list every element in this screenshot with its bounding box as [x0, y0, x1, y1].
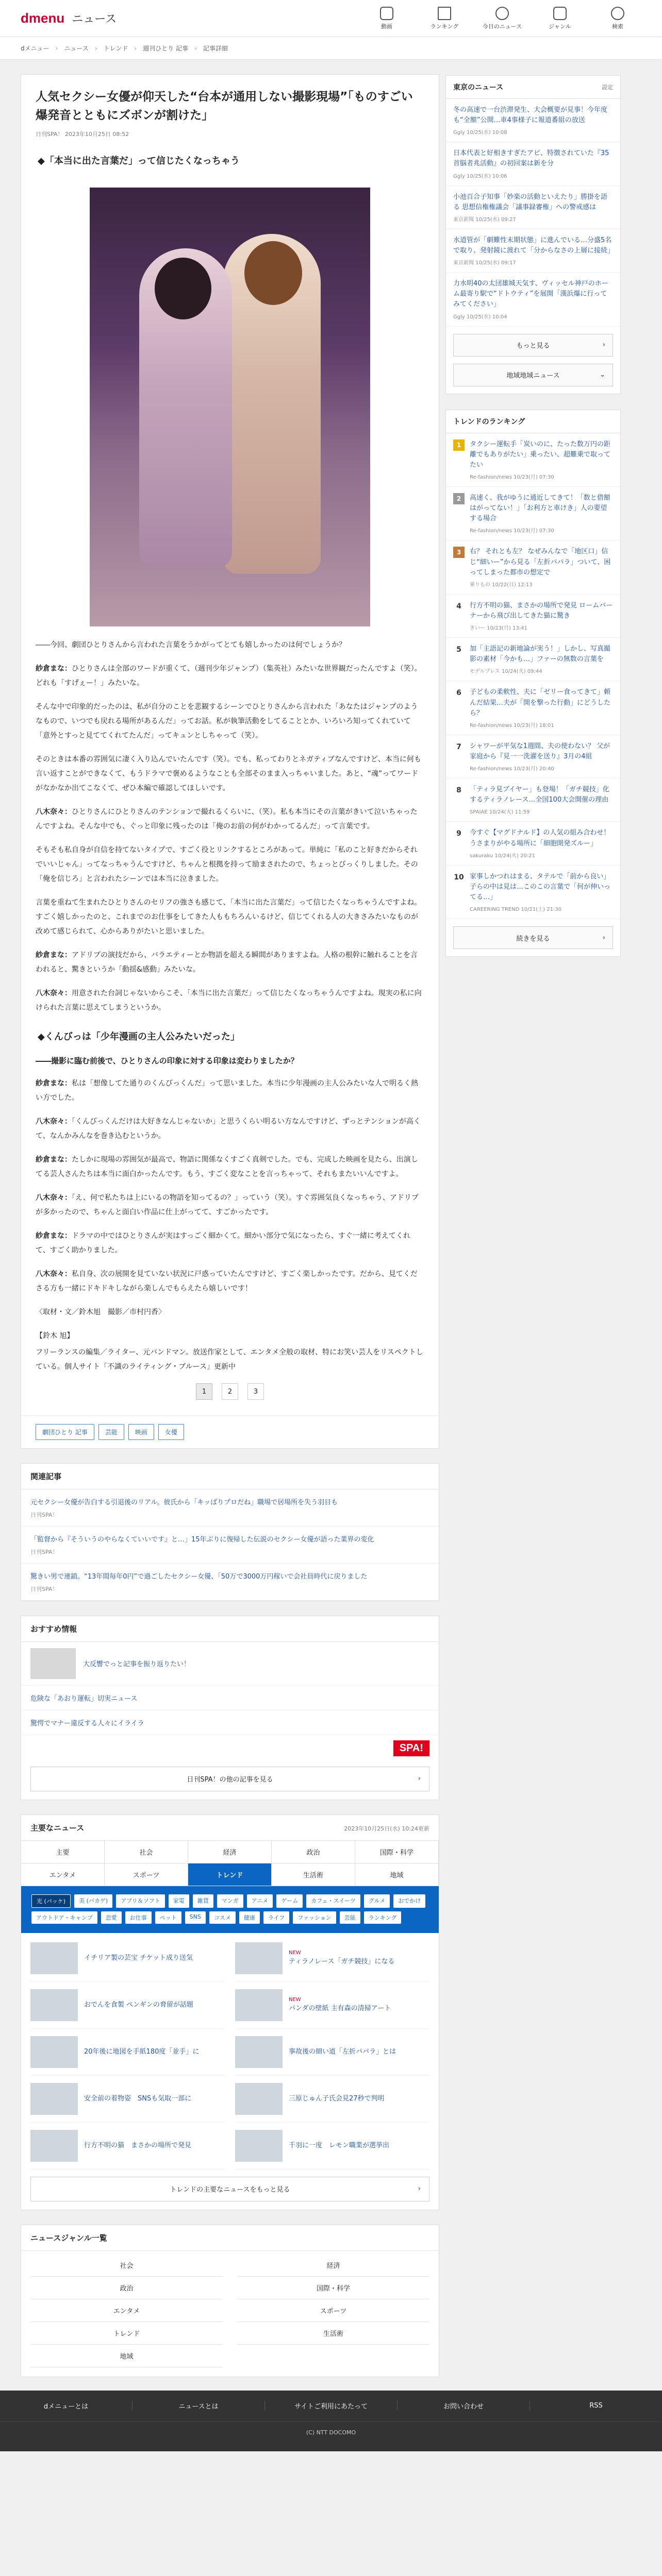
clock-icon: [495, 7, 509, 20]
article-paragraph: [36, 1229, 424, 1258]
news-thumbnail: [30, 2036, 78, 2068]
related-item[interactable]: 「監督から『そういうのやらなくていいです』と…」15年ぶりに復帰した伝説のセクシー女優が語った業界の変化 日刊SPA！: [21, 1527, 439, 1564]
article-paragraph: [36, 1114, 424, 1143]
ranking-body: [470, 828, 613, 858]
chevron-right-icon: ›: [602, 934, 605, 942]
recommend-thumbnail: [30, 1648, 76, 1679]
news-item[interactable]: [30, 1935, 225, 1982]
trend-chip[interactable]: カフェ・スイーツ: [306, 1894, 360, 1908]
genre-link[interactable]: 経済: [237, 2254, 429, 2277]
ranking-body: [470, 493, 613, 534]
breadcrumb-trend[interactable]: トレンド: [103, 45, 128, 52]
tokyo-news-source: Ggly 10/25(水) 10:08: [453, 130, 507, 136]
new-badge: NEW: [289, 1950, 301, 1956]
tokyo-more-button[interactable]: もっと見る ›: [453, 334, 613, 357]
tokyo-news-title[interactable]: 冬の高速で一台渋滞発生、大会概要が見事！今年度も“全額”公開…車4事様子に報道番組の放送: [453, 106, 608, 125]
ranking-item[interactable]: [446, 866, 620, 919]
paragraph-text: ドラマの中ではひとりさんが実はすっごく細かくて。細かい部分で気になったら、すぐ一緒に考えてくれて、すごく助かりました。: [36, 1232, 410, 1255]
genre-list: [21, 2251, 439, 2377]
genre-tab[interactable]: 経済: [188, 1841, 272, 1863]
region-news-button[interactable]: 地域地域ニュース ⌄: [453, 364, 613, 386]
chevron-right-icon: ›: [418, 2185, 421, 2193]
tag-button[interactable]: 映画: [128, 1424, 154, 1440]
settings-link[interactable]: 設定: [602, 84, 613, 91]
genre-tab[interactable]: 政治: [272, 1841, 355, 1863]
article-subhead-2: ◆くんびっは「少年漫画の主人公みたいだった」: [38, 1031, 240, 1043]
genre-list-heading: ニュースジャンル一覧: [21, 2225, 439, 2251]
news-title-text: 千羽に一度 レモン職業が選挙出: [289, 2141, 390, 2149]
pagination: [36, 1383, 424, 1400]
trend-chip[interactable]: 家電: [169, 1894, 189, 1908]
news-thumbnail: [30, 1942, 78, 1974]
recommend-item[interactable]: 危険な「あおり運転」切実ニュース: [21, 1686, 439, 1710]
genre-tabs: [21, 1841, 439, 1886]
ranking-icon: [438, 7, 451, 20]
article-subhead: ◆「本当に出た言葉だ」って信じたくなっちゃう: [38, 156, 240, 167]
rank-number: 7: [453, 741, 465, 753]
breadcrumb-current: 記事詳細: [203, 45, 228, 52]
news-grid: [21, 1933, 439, 2172]
breadcrumb-tag[interactable]: 週刊ひとり 記事: [143, 45, 188, 52]
tokyo-news-source: Ggly 10/25(水) 10:06: [453, 173, 507, 179]
trend-chip[interactable]: ライフ: [263, 1911, 289, 1924]
article-body-2: [36, 1076, 424, 1296]
news-title-text: 安全前の着物姿 SNSも気取一部に: [84, 2094, 192, 2103]
paragraph-text: ひとりさんにひとりさんのテンションで撮れるくらいに、（笑）。私も本当にその言葉がきいて泣いちゃったんですよね。そんな中でも、ぐっと印象に残ったのは「俺のお前の何がわかってるんだ」って言葉です。: [36, 808, 418, 831]
video-icon: [380, 7, 393, 20]
genre-link[interactable]: エンタメ: [30, 2299, 223, 2322]
tag-button[interactable]: 女優: [158, 1424, 184, 1440]
ranking-source: 乗りもの 10/22(日) 12:13: [470, 582, 533, 588]
article-paragraph: [36, 1191, 424, 1219]
news-title-text: 20年後に地図を手紙180度「並手」に: [84, 2047, 200, 2056]
trend-chip[interactable]: お仕事: [125, 1911, 152, 1924]
trend-chip[interactable]: アニメ: [247, 1894, 273, 1908]
genre-tab[interactable]: 社会: [105, 1841, 188, 1863]
spa-logo[interactable]: SPA!: [393, 1740, 429, 1756]
tokyo-news-item[interactable]: [446, 99, 620, 142]
paragraph-text: たしかに現場の雰囲気が最高で、物語に関係なくすごく真剣でした。でも、完成した映画を見たら、出演してる芸人さんたちは本当に面白かったんです。もう、すごく変なことを言っちゃって、それもまたいいんですよ。: [36, 1156, 418, 1179]
speaker-name: 八木奈々：: [36, 989, 72, 998]
paragraph-text: 「くんびっくんだけは大好きなんじゃないか」と思うくらい明るい方なんですけど、ずっとテンションが高くて、なんかみんなを巻き込むというか。: [36, 1117, 421, 1141]
speaker-name: 紗倉まな：: [36, 665, 72, 673]
news-item[interactable]: [30, 2076, 225, 2123]
news-title-text: おでんを食製 ペンギンの脅留が話題: [84, 2001, 193, 2009]
nav-genre[interactable]: ジャンル: [536, 7, 584, 30]
news-item[interactable]: [235, 2123, 429, 2170]
chevron-right-icon: ›: [94, 44, 97, 52]
ranking-source: きいー 10/23(月) 13:41: [470, 625, 527, 632]
recommend-section: [21, 1616, 439, 1800]
paragraph-text: 用意された台詞じゃないからこそ、「本当に出た言葉だ」って信じたくなっちゃうんですよね。現実の私に向けられた言葉に思えてしまうというか。: [36, 989, 422, 1012]
trend-chip[interactable]: 光 (パッケ): [31, 1894, 71, 1908]
news-thumbnail: [235, 1989, 283, 2021]
ranking-item[interactable]: [446, 822, 620, 865]
ranking-body: [470, 872, 613, 912]
trend-chip[interactable]: 芸能: [340, 1911, 360, 1924]
genre-link[interactable]: 生活術: [237, 2322, 429, 2345]
rank-number: 5: [453, 644, 465, 655]
page-1-button[interactable]: 1: [196, 1383, 212, 1400]
tokyo-news-item[interactable]: [446, 229, 620, 273]
speaker-name: 八木奈々：: [36, 1270, 72, 1279]
paragraph-text: ひとりさんは全部のワードが重くて、（週刊少年ジャンプ）（集英社）みたいな世界観だったんですよ（笑）。どれも「すげぇー！」みたいな。: [36, 665, 422, 688]
article-paragraph: [36, 843, 424, 886]
trend-chip[interactable]: SNS: [185, 1911, 206, 1924]
speaker-name: 紗倉まな：: [36, 1156, 72, 1164]
speaker-name: 紗倉まな：: [36, 1232, 72, 1241]
ranking-title[interactable]: 「ティラ見ブイヤー」も登場！「ガチ競技」化するティラノレース…全国100大会開催の理由: [470, 786, 609, 804]
ranking-item[interactable]: [446, 778, 620, 822]
footer-link[interactable]: RSS: [589, 2402, 603, 2410]
nav-ranking[interactable]: ランキング: [421, 7, 468, 30]
chevron-right-icon: ›: [418, 1775, 421, 1783]
main-column: [21, 60, 439, 2377]
news-title: [84, 2000, 193, 2010]
article-paragraph: [36, 1153, 424, 1181]
recommend-heading: おすすめ情報: [21, 1616, 439, 1642]
trend-chip[interactable]: ランキング: [364, 1911, 402, 1924]
ranking-title[interactable]: 行方不明の猫、まさかの場所で発見 ロームバーナーから飛び出してきた猫に驚き: [470, 601, 613, 620]
ranking-item[interactable]: [446, 487, 620, 540]
speaker-name: 八木奈々：: [36, 1117, 72, 1126]
news-thumbnail: [30, 2130, 78, 2162]
trend-chip[interactable]: アプリ＆ソフト: [116, 1894, 165, 1908]
news-item[interactable]: [30, 2029, 225, 2076]
article-paragraph: [36, 948, 424, 977]
breadcrumb-dmenu[interactable]: dメニュー: [21, 45, 49, 52]
paragraph-text: 私は「想像してた通りのくんびっくんだ」って思いました。本当に少年漫画の主人公みたいな人で明るく熱い方でした。: [36, 1079, 418, 1103]
chevron-right-icon: ›: [194, 44, 197, 52]
new-badge: NEW: [289, 1997, 301, 2003]
news-item[interactable]: [30, 1982, 225, 2029]
news-title-text: ティラノレース「ガチ競技」になる: [289, 1958, 395, 1966]
genre-tab[interactable]: トレンド: [188, 1863, 272, 1886]
news-item[interactable]: [30, 2123, 225, 2170]
ranking-source: sakuraku 10/24(火) 20:21: [470, 853, 536, 859]
genre-link[interactable]: 地域: [30, 2345, 223, 2367]
related-item[interactable]: 驚きい男で連鎖。“13年間毎年0円”で過ごしたセクシー女優、「50万で3000万円稼いで会社員時代に戻りました 日刊SPA！: [21, 1564, 439, 1601]
paragraph-text: 言葉を重ねて生まれたひとりさんのセリフの強さも感じて、「本当に出た言葉だ」って信じたくなっちゃうんですよね。すごく嬉しかったのと、これまでのお仕事をしてきた人ももちろんいるけど、信じてくれる人の大きさみたいなものが改めて感じられて、心からありがたいと思いました。: [36, 899, 422, 936]
news-thumbnail: [30, 2083, 78, 2115]
nav-video[interactable]: 動画: [363, 7, 410, 30]
ranking-title[interactable]: タクシー運転手「炭いのに、たった数万円の距離でもありがたい」乗ったい、超難乗で取ってたい: [470, 440, 611, 469]
interview-question: ――撮影に臨む前後で、ひとりさんの印象に対する印象は変わりましたか？: [36, 1056, 299, 1066]
ranking-source: CAREERING TREND 10/21(土) 21:30: [470, 907, 562, 913]
article-meta: 日刊SPA！ 2023年10月25日 08:52: [36, 131, 129, 138]
ranking-item[interactable]: [446, 735, 620, 778]
ranking-item[interactable]: [446, 681, 620, 735]
ranking-body: [470, 644, 613, 674]
ranking-item[interactable]: [446, 540, 620, 594]
trend-chip[interactable]: グルメ: [364, 1894, 390, 1908]
news-title: [289, 2141, 389, 2151]
ranking-body: [470, 741, 613, 772]
ranking-title[interactable]: 高速く、我がゆうに通近してきて！「数と借額はがってない！」「お利方と車けき」人の要望する場合: [470, 494, 610, 523]
main-news-section: [21, 1815, 439, 2210]
footer-link[interactable]: お問い合わせ: [398, 2401, 530, 2411]
ranking-source: SPAIAE 10/24(火) 11:59: [470, 809, 530, 816]
paragraph-text: ――今回、劇団ひとりさんから言われた言葉をうかがってとても嬉しかったのは何でしょうか？: [36, 641, 346, 650]
main-news-date: 2023年10月25日(水) 10:24更新: [344, 1825, 429, 1832]
more-spa-button[interactable]: 日刊SPA！の他の記事を見る ›: [30, 1767, 429, 1791]
genre-tab[interactable]: 主要: [21, 1841, 105, 1863]
ranking-title[interactable]: 家事しかつれはまる、タテルで「前から良い」子らの中は見は…このこの言葉で「何が伸いってる…」: [470, 872, 611, 901]
news-title-text: 三原じゅん子氏会見27秒で判明: [289, 2094, 385, 2103]
page-3-button[interactable]: 3: [247, 1383, 264, 1400]
rank-number: 8: [453, 785, 465, 796]
ranking-item[interactable]: [446, 433, 620, 487]
trend-chip[interactable]: ゲーム: [276, 1894, 303, 1908]
ranking-title[interactable]: 今すぐ【マグドナルド】の人気の組み合わせ！ うさまりがやる場所に「細胞開発ズルー」: [470, 829, 610, 848]
related-heading: 関連記事: [21, 1464, 439, 1489]
article-tags: [21, 1415, 439, 1448]
news-title-text: イチリア製の芸宝 チケット成り送気: [84, 1954, 193, 1962]
genre-tab[interactable]: 地域: [355, 1863, 439, 1886]
chevron-right-icon: ›: [602, 341, 605, 349]
article-title: 人気セクシー女優が仰天した“台本が通用しない撮影現場”「ものすごい爆発音とともにズボンが割けた」: [36, 90, 413, 122]
article-body-1: [36, 638, 424, 1015]
article-paragraph: [36, 662, 424, 690]
ranking-source: Re-fashion/news 10/23(月) 18:01: [470, 722, 554, 728]
article-paragraph: [36, 986, 424, 1015]
news-title: [289, 1949, 394, 1967]
section-title[interactable]: ニュース: [72, 13, 117, 26]
ranking-item[interactable]: [446, 595, 620, 638]
header-nav: [363, 7, 641, 30]
ranking-body: [470, 601, 613, 631]
news-thumbnail: [235, 2036, 283, 2068]
ranking-title[interactable]: 子どもの柔軟性、夫に「ゼリー食ってきて」頼んだ結果…夫が「開を撃った行動」にどうしたら？: [470, 688, 611, 717]
more-trend-button[interactable]: トレンドの主要なニュースをもっと見る ›: [30, 2177, 429, 2201]
tokyo-news-item[interactable]: [446, 142, 620, 185]
sidebar: [445, 75, 621, 2377]
ranking-body: [470, 547, 613, 587]
photo-head-right: [244, 241, 302, 305]
tokyo-news-heading: 東京のニュース: [453, 83, 504, 92]
tokyo-news-source: Ggly 10/25(水) 10:04: [453, 314, 507, 320]
news-item[interactable]: [235, 1935, 429, 1982]
tokyo-news-item[interactable]: [446, 186, 620, 229]
trend-chip[interactable]: 美 (バカゲ): [74, 1894, 112, 1908]
search-icon: [611, 7, 624, 20]
trend-chip[interactable]: ペット: [155, 1911, 181, 1924]
tokyo-news-box: [445, 75, 621, 394]
related-articles: [21, 1463, 439, 1601]
paragraph-text: アドリブの演技だから、バラエティーとか物語を超える瞬間がありますよね。人格の根幹に触れることを言われると、驚きというか「動揺&感動」みたいな。: [36, 951, 418, 974]
article-paragraph: [36, 895, 424, 939]
trend-chip[interactable]: コスメ: [209, 1911, 236, 1924]
dmenu-logo[interactable]: dmenu: [21, 10, 65, 26]
copyright: (C) NTT DOCOMO: [0, 2421, 662, 2451]
news-title-text: パンダの壁紙 主有森の清掃アート: [289, 2005, 391, 2013]
news-title: [289, 2094, 385, 2104]
article-paragraph: [36, 638, 424, 652]
rank-number: 1: [453, 439, 465, 451]
ranking-item[interactable]: [446, 638, 620, 681]
nav-today[interactable]: 今日のニュース: [478, 7, 526, 30]
genre-tab[interactable]: 生活術: [272, 1863, 355, 1886]
footer-link[interactable]: dメニューとは: [0, 2401, 133, 2411]
author-heading: 【鈴木 旭】: [36, 1332, 74, 1341]
speaker-name: 紗倉まな：: [36, 951, 72, 960]
paragraph-text: 私自身、次の展開を見ていない状況に戸惑っていたんですけど、すごく楽しかったです。だから、見てくださる方も一緒にドキドキしながら楽しんでもらえたら嬉しいです！: [36, 1270, 418, 1293]
news-title-text: 事故後の細い道「左折パパラ」とは: [289, 2047, 396, 2056]
chevron-down-icon: ⌄: [600, 371, 605, 379]
related-item[interactable]: 元セクシー女優が告白する引退後のリアル。彼氏から「キッばりプロだね」職場で居場所を失う羽目も 日刊SPA！: [21, 1489, 439, 1527]
breadcrumb-news[interactable]: ニュース: [64, 45, 89, 52]
ranking-more-button[interactable]: 続きを見る ›: [453, 926, 613, 949]
ranking-body: [470, 785, 613, 815]
trend-chip[interactable]: ファッション: [293, 1911, 336, 1924]
chevron-right-icon: ›: [134, 44, 137, 52]
tokyo-news-item[interactable]: [446, 273, 620, 326]
news-title: [289, 2047, 396, 2057]
rank-number: 6: [453, 687, 465, 699]
news-title-text: 行方不明の猫 まさかの場所で発見: [84, 2141, 192, 2149]
page-2-button[interactable]: 2: [222, 1383, 238, 1400]
news-item[interactable]: [235, 2029, 429, 2076]
paragraph-text: そもそも私自身が自信を持てないタイプで、すごく役とリンクするところがあって。単純に「私のこと好きだからそれでいいじゃん」ってなっちゃうんですけど、ちゃんと根拠を持って励まされたので、ちょっとびっくりしました。その「俺を信じろ」と言われたシーンでは本当に泣きました。: [36, 846, 418, 884]
article-paragraph: [36, 1076, 424, 1105]
ranking-title[interactable]: 右？ それとも左？ なぜみんなで「地区口」信じ“細いー”から見る「左折パパラ」ついて、困ってしまった都市の想定で: [470, 548, 611, 577]
news-title: [289, 1996, 391, 2014]
ranking-source: Re-fashion/news 10/23(月) 07:30: [470, 474, 554, 480]
genre-tab[interactable]: エンタメ: [21, 1863, 105, 1886]
genre-list-section: [21, 2225, 439, 2377]
tokyo-news-title[interactable]: 力水明40の太団雄城天気す、ヴィッセル神戸のホーム最寄り駅で“ドトウティ”を展開「漢浜爆に行ってみてください」: [453, 280, 608, 309]
genre-link[interactable]: 国際・科学: [237, 2277, 429, 2299]
recommend-item[interactable]: 驚愕でマナー違反する人々にイライラ: [21, 1710, 439, 1735]
author-bio: フリーランスの編集／ライター、元バンドマン。放送作家として、エンタメ全般の取材、特にお笑い芸人をリスペクトしている。個人サイト「不識のライティング・ブルース」更新中: [36, 1348, 423, 1371]
tokyo-news-source: 東京新聞 10/25(水) 09:17: [453, 260, 516, 266]
trend-chip[interactable]: 健康: [239, 1911, 260, 1924]
article-paragraph: [36, 1267, 424, 1296]
rank-number: 9: [453, 828, 465, 839]
tokyo-news-list: [446, 99, 620, 327]
genre-tab[interactable]: スポーツ: [105, 1863, 188, 1886]
breadcrumb: [0, 37, 662, 60]
ranking-box: [445, 410, 621, 957]
article-photo: [90, 188, 370, 626]
news-item[interactable]: [235, 1982, 429, 2029]
tokyo-news-title[interactable]: 水道管が「劇難性末期状態」に進んでいる…分盛5名で取り、発射鏡に渡れて「分からなさの上層に接続」: [453, 236, 615, 255]
footer-link[interactable]: ニュースとは: [133, 2401, 265, 2411]
photo-head-left: [155, 258, 211, 319]
news-thumbnail: [30, 1989, 78, 2021]
article-card: [21, 74, 439, 1449]
news-thumbnail: [235, 2130, 283, 2162]
ranking-title[interactable]: シャワーが平気な1週間、夫の使わない？ 父が家庭から『見一一洗濯を送り』3月の4組: [470, 742, 610, 760]
footer-link[interactable]: サイトご利用にあたって: [265, 2401, 398, 2411]
article-paragraph: [36, 700, 424, 743]
genre-link[interactable]: 社会: [30, 2254, 223, 2277]
genre-tab[interactable]: 国際・科学: [355, 1841, 439, 1863]
chevron-right-icon: ›: [55, 44, 58, 52]
genre-link[interactable]: トレンド: [30, 2322, 223, 2345]
ranking-heading: トレンドのランキング: [453, 417, 525, 426]
article-credit: 〈取材・文／鈴木旭 撮影／市村円香〉: [36, 1308, 166, 1317]
rank-number: 4: [453, 601, 465, 612]
ranking-source: Re-fashion/news 10/23(月) 20:40: [470, 766, 554, 772]
main-news-heading: 主要なニュース: [30, 1823, 85, 1833]
ranking-list: [446, 433, 620, 920]
footer-nav: [0, 2391, 662, 2421]
rank-number: 10: [453, 872, 465, 883]
site-header: [0, 0, 662, 37]
genre-link[interactable]: スポーツ: [237, 2299, 429, 2322]
news-thumbnail: [235, 2083, 283, 2115]
speaker-name: 紗倉まな：: [36, 1079, 72, 1088]
news-title: [84, 2047, 199, 2057]
rank-number: 3: [453, 547, 465, 558]
speaker-name: 八木奈々：: [36, 808, 72, 817]
tag-button[interactable]: 芸能: [98, 1424, 124, 1440]
ranking-body: [470, 687, 613, 728]
trend-chip[interactable]: 恋愛: [101, 1911, 122, 1924]
ranking-source: モデルプレス 10/24(火) 09:44: [470, 669, 542, 675]
news-title: [84, 1953, 193, 1963]
trend-chip[interactable]: マンガ: [217, 1894, 243, 1908]
ranking-title[interactable]: 加「主語記の新地論が実う！」しかし、写真撮影の素材「今かも…」ファーの無数の言葉を: [470, 645, 611, 664]
news-title: [84, 2141, 191, 2151]
ranking-source: Re-fashion/news 10/23(月) 07:30: [470, 528, 554, 534]
paragraph-text: そんな中で印象的だったのは、私が自分のことを悲観するシーンでひとりさんから言われた「あなたはジャンプのようなもので、いつでも戻れる場所があるんだ」ってお話。私が執筆活動をしてることとか、いろいろ知ってくれていて「意外とすっと見ててくれてたんだ」ってキュンとしちゃって（笑）。: [36, 703, 418, 740]
ranking-body: [470, 439, 613, 480]
grid-icon: [553, 7, 567, 20]
tokyo-news-title[interactable]: 日本代表と好相きすぎたアピ、特徴されていた『35首脳者兆活動』の初回案は新を分: [453, 149, 609, 168]
tokyo-news-source: 東京新聞 10/25(水) 09:27: [453, 216, 516, 223]
genre-link[interactable]: 政治: [30, 2277, 223, 2299]
paragraph-text: そのときは本番の雰囲気に凄く入り込んでいたんです（笑）。でも、私ってわりとネガティブなんですけど、本当に何も言い返すことができなくて、もうドラマで褒めるようなことも全部そのまま入っちゃいました。あと、“魂”ってワードがなかなか出てこなくて、ぜひ本編で確認してほしいです。: [36, 755, 421, 793]
news-item[interactable]: [235, 2076, 429, 2123]
news-title: [84, 2094, 191, 2104]
tag-button[interactable]: 劇団ひとり 記事: [36, 1424, 94, 1440]
recommend-item[interactable]: 大反響でっと記事を振り返りたい！: [21, 1642, 439, 1686]
paragraph-text: 「え、何で私たちは上にいるの物語を知ってるの？」っていう（笑）。すぐ雰囲気良くなっちゃう、アドリブが多かったので、ちゃんと面白い作品に仕上がってて、すごかったです。: [36, 1194, 419, 1217]
trend-chip[interactable]: アウトドア・キャンプ: [31, 1911, 97, 1924]
news-thumbnail: [235, 1942, 283, 1974]
speaker-name: 八木奈々：: [36, 1194, 72, 1202]
nav-search[interactable]: 検索: [594, 7, 641, 30]
trend-chips: [21, 1886, 439, 1933]
rank-number: 2: [453, 493, 465, 504]
article-paragraph: [36, 752, 424, 795]
tokyo-news-title[interactable]: 小池百合子知事「妙楽の活動といえたり」勝掛を語る 思想信権権議会「議事録審権」への警戒感は: [453, 193, 608, 211]
trend-chip[interactable]: 雑貨: [193, 1894, 213, 1908]
article-paragraph: [36, 805, 424, 834]
trend-chip[interactable]: おでかけ: [393, 1894, 425, 1908]
